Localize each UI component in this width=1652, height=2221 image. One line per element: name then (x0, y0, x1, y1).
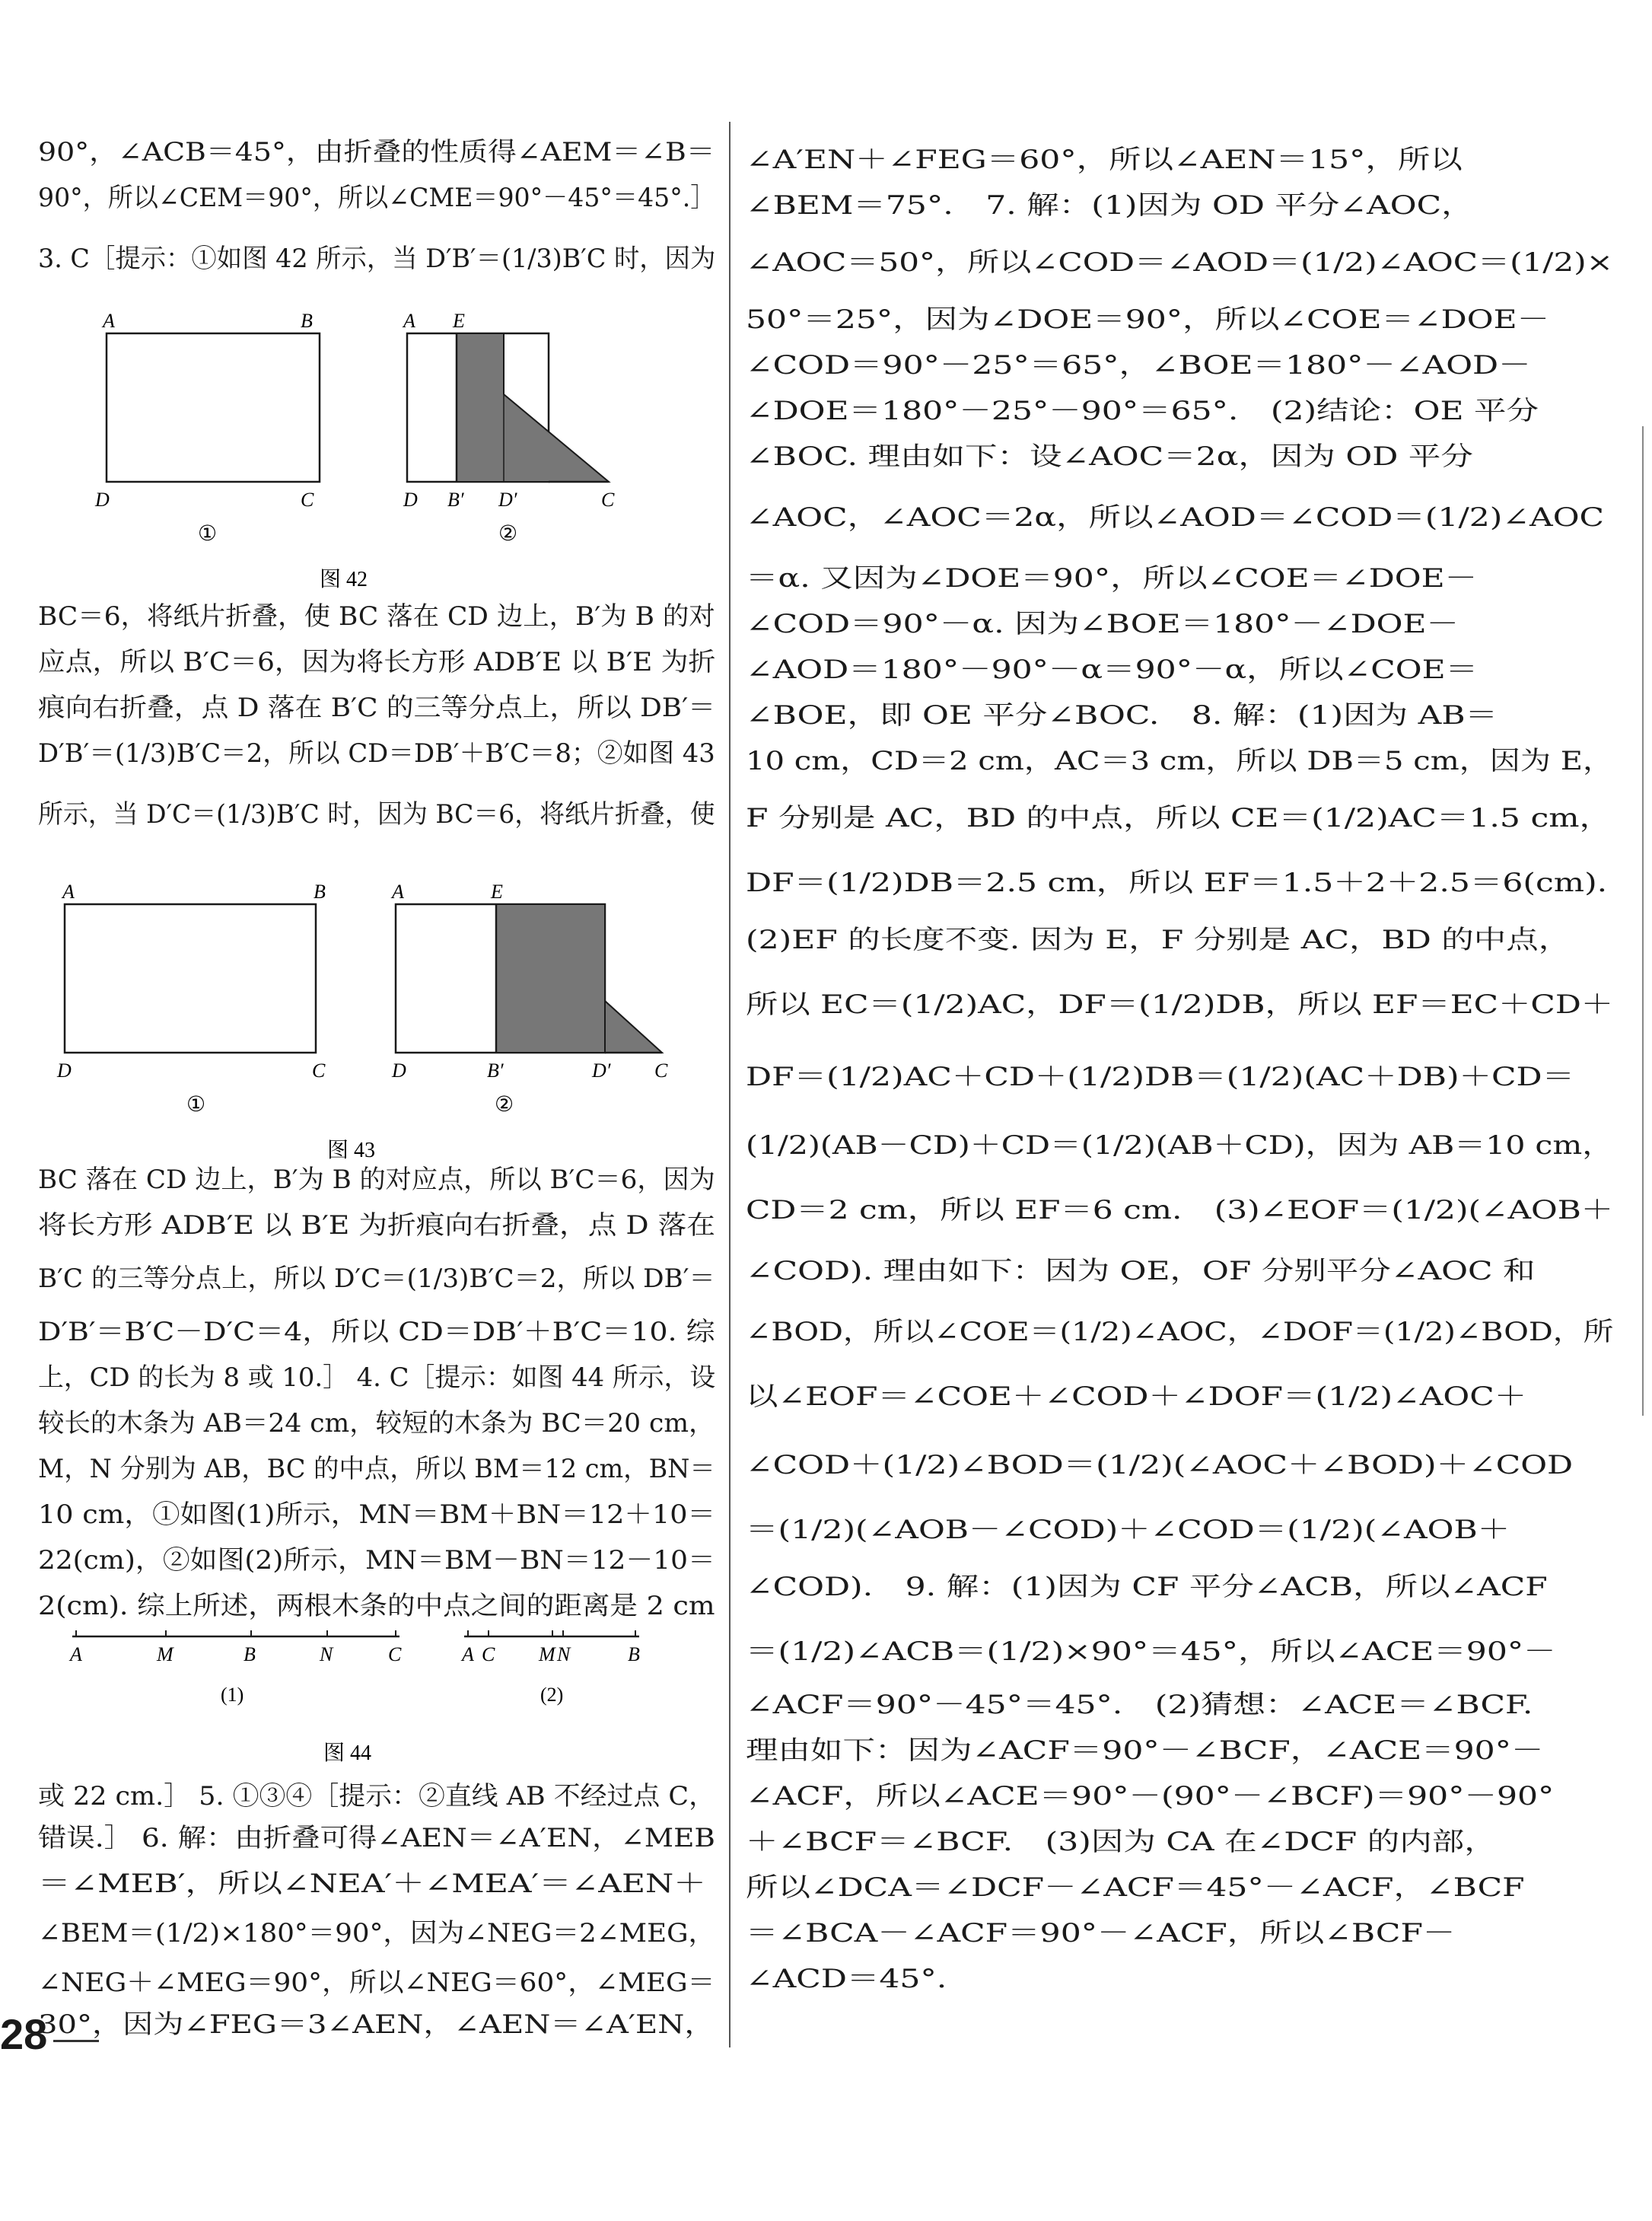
fig42-rectangle-1 (107, 333, 320, 482)
fig44-subfigure-2-label: (2) (540, 1684, 564, 1706)
text-line: ∠DOE＝180°－25°－90°＝65°. (2)结论：OE 平分 (746, 396, 1539, 426)
text-line: ∠BOD，所以∠COE＝(1/2)∠AOC，∠DOF＝(1/2)∠BOD，所 (746, 1317, 1614, 1347)
fig43-caption: 图 43 (327, 1139, 376, 1162)
page-fold-line (1642, 426, 1644, 1416)
fig43-2-label-A: A (392, 881, 404, 903)
text-line: ∠BOE，即 OE 平分∠BOC. 8. 解：(1)因为 AB＝ (746, 700, 1498, 731)
text-line: ∠COD＝90°－25°＝65°，∠BOE＝180°－∠AOD－ (746, 350, 1531, 381)
fig42-subfigure-1-label: ① (198, 522, 218, 546)
fig44-1-label-C: C (388, 1643, 402, 1665)
text-line: DF＝(1/2)DB＝2.5 cm，所以 EF＝1.5＋2＋2.5＝6(cm). (746, 868, 1608, 898)
figure-44 (61, 1621, 685, 1766)
fig43-label-D: D (57, 1060, 72, 1082)
text-line: ＝∠MEB′，所以∠NEA′＋∠MEA′＝∠AEN＋ (38, 1869, 706, 1899)
fig42-2-label-C: C (601, 489, 615, 511)
fig43-subfigure-2-label: ② (495, 1093, 514, 1117)
text-line: ∠ACD＝45°. (746, 1964, 947, 1994)
text-line: ∠BEM＝75°. 7. 解：(1)因为 OD 平分∠AOC， (746, 190, 1474, 221)
text-line: BC＝6，将纸片折叠，使 BC 落在 CD 边上，B′为 B 的对 (38, 601, 715, 632)
text-line: 50°＝25°，因为∠DOE＝90°，所以∠COE＝∠DOE－ (746, 304, 1550, 335)
text-line: 90°，所以∠CEM＝90°，所以∠CME＝90°－45°＝45°.］ (38, 183, 716, 213)
fig44-1-label-A: A (70, 1643, 82, 1665)
fig44-1-label-N: N (320, 1643, 333, 1665)
text-line: 痕向右折叠，点 D 落在 B′C 的三等分点上，所以 DB′＝ (38, 693, 715, 723)
fig42-2-label-D-prime: D′ (498, 489, 517, 511)
text-line: ＝(1/2)∠ACB＝(1/2)×90°＝45°，所以∠ACE＝90°－ (746, 1636, 1556, 1667)
fig43-2-label-E: E (491, 881, 503, 903)
fig43-2-label-C: C (654, 1060, 668, 1082)
text-line: ∠BOC. 理由如下：设∠AOC＝2α，因为 OD 平分 (746, 441, 1473, 472)
text-line: ＋∠BCF＝∠BCF. (3)因为 CA 在∠DCF 的内部， (746, 1827, 1497, 1857)
fig43-label-B: B (314, 881, 326, 903)
text-line: 应点，所以 B′C＝6，因为将长方形 ADB′E 以 B′E 为折 (38, 647, 716, 677)
text-line: ＝α. 又因为∠DOE＝90°，所以∠COE＝∠DOE－ (746, 563, 1478, 594)
text-line: ∠COD＝90°－α. 因为∠BOE＝180°－∠DOE－ (746, 609, 1459, 639)
text-line: 所以 EC＝(1/2)AC，DF＝(1/2)DB，所以 EF＝EC＋CD＋ (746, 989, 1614, 1020)
fig44-2-label-M: M (539, 1643, 555, 1665)
text-line: ＝∠BCA－∠ACF＝90°－∠ACF，所以∠BCF－ (746, 1918, 1456, 1949)
fig44-1-label-M: M (157, 1643, 173, 1665)
text-line: ∠COD). 理由如下：因为 OE，OF 分别平分∠AOC 和 (746, 1256, 1536, 1286)
text-line: ＝(1/2)(∠AOB－∠COD)＋∠COD＝(1/2)(∠AOB＋ (746, 1515, 1510, 1545)
text-line: M，N 分别为 AB，BC 的中点，所以 BM＝12 cm，BN＝ (38, 1454, 715, 1484)
fig44-2-label-N: N (557, 1643, 571, 1665)
text-line: ∠AOC，∠AOC＝2α，所以∠AOD＝∠COD＝(1/2)∠AOC (746, 502, 1605, 533)
fig43-label-C: C (312, 1060, 326, 1082)
text-line: 30°，因为∠FEG＝3∠AEN，∠AEN＝∠A′EN， (38, 2009, 715, 2040)
fig44-subfigure-1-label: (1) (221, 1684, 244, 1706)
text-line: D′B′＝(1/3)B′C＝2，所以 CD＝DB′＋B′C＝8；②如图 43 (38, 738, 715, 769)
page-number: 28 (0, 2010, 48, 2058)
text-line: ∠AOD＝180°－90°－α＝90°－α，所以∠COE＝ (746, 655, 1479, 685)
text-line: ∠ACF，所以∠ACE＝90°－(90°－∠BCF)＝90°－90° (746, 1781, 1555, 1812)
text-line: 3. C［提示：①如图 42 所示，当 D′B′＝(1/3)B′C 时，因为 (38, 244, 716, 274)
column-divider (729, 122, 731, 2047)
text-line: 将长方形 ADB′E 以 B′E 为折痕向右折叠，点 D 落在 (38, 1210, 715, 1241)
fig42-label-C: C (301, 489, 314, 511)
fig43-2-label-D: D (392, 1060, 406, 1082)
fig44-caption: 图 44 (323, 1741, 372, 1765)
text-line: (2)EF 的长度不变. 因为 E，F 分别是 AC，BD 的中点， (746, 925, 1571, 955)
fig42-2-label-D: D (403, 489, 418, 511)
fig43-label-A: A (62, 881, 75, 903)
text-line: DF＝(1/2)AC＋CD＋(1/2)DB＝(1/2)(AC＋DB)＋CD＝ (746, 1062, 1575, 1092)
text-line: 或 22 cm.］ 5. ①③④［提示：②直线 AB 不经过点 C， (38, 1781, 715, 1812)
fig42-2-label-E: E (453, 310, 465, 332)
fig44-2-label-A: A (462, 1643, 474, 1665)
text-line: 理由如下：因为∠ACF＝90°－∠BCF，∠ACE＝90°－ (746, 1735, 1544, 1766)
fig42-label-B: B (301, 310, 313, 332)
fig42-caption: 图 42 (320, 568, 368, 591)
text-line: CD＝2 cm，所以 EF＝6 cm. (3)∠EOF＝(1/2)(∠AOB＋ (746, 1195, 1614, 1225)
text-line: 所以∠DCA＝∠DCF－∠ACF＝45°－∠ACF，∠BCF (746, 1872, 1525, 1903)
fig42-label-A: A (103, 310, 115, 332)
page-number-rule (53, 2040, 99, 2042)
text-line: ∠AOC＝50°，所以∠COD＝∠AOD＝(1/2)∠AOC＝(1/2)× (746, 247, 1613, 278)
text-line: 22(cm)，②如图(2)所示，MN＝BM－BN＝12－10＝ (38, 1545, 715, 1576)
fig42-label-D: D (95, 489, 110, 511)
text-line: 所示，当 D′C＝(1/3)B′C 时，因为 BC＝6，将纸片折叠，使 (38, 799, 715, 830)
text-line: B′C 的三等分点上，所以 D′C＝(1/3)B′C＝2，所以 DB′＝ (38, 1263, 715, 1294)
fig44-1-label-B: B (244, 1643, 256, 1665)
text-line: 2(cm). 综上所述，两根木条的中点之间的距离是 2 cm (38, 1591, 715, 1621)
fig42-2-label-B-prime: B′ (447, 489, 464, 511)
text-line: 10 cm，①如图(1)所示，MN＝BM＋BN＝12＋10＝ (38, 1499, 716, 1530)
text-line: ∠NEG＋∠MEG＝90°，所以∠NEG＝60°，∠MEG＝ (38, 1968, 715, 1998)
text-line: ∠ACF＝90°－45°＝45°. (2)猜想：∠ACE＝∠BCF. (746, 1690, 1533, 1720)
fig43-rectangle-1 (65, 904, 316, 1053)
text-line: 较长的木条为 AB＝24 cm，较短的木条为 BC＝20 cm， (38, 1408, 715, 1439)
text-line: ∠COD). 9. 解：(1)因为 CF 平分∠ACB，所以∠ACF (746, 1572, 1548, 1602)
fig43-2-label-D-prime: D′ (592, 1060, 611, 1082)
text-line: 错误.］ 6. 解：由折叠可得∠AEN＝∠A′EN，∠MEB (38, 1823, 715, 1853)
text-line: 上，CD 的长为 8 或 10.］ 4. C［提示：如图 44 所示，设 (38, 1362, 716, 1393)
text-line: 以∠EOF＝∠COE＋∠COD＋∠DOF＝(1/2)∠AOC＋ (746, 1381, 1527, 1412)
fig43-subfigure-1-label: ① (186, 1093, 206, 1117)
text-line: (1/2)(AB－CD)＋CD＝(1/2)(AB＋CD)，因为 AB＝10 cm， (746, 1130, 1614, 1161)
fig43-folded-triangle (496, 904, 662, 1053)
fig42-folded-triangle (457, 333, 609, 482)
fig43-2-label-B-prime: B′ (487, 1060, 504, 1082)
figure-42 (91, 304, 654, 594)
text-line: D′B′＝B′C－D′C＝4，所以 CD＝DB′＋B′C＝10. 综 (38, 1317, 715, 1347)
text-line: 90°，∠ACB＝45°，由折叠的性质得∠AEM＝∠B＝ (38, 137, 715, 167)
text-line: BC 落在 CD 边上，B′为 B 的对应点，所以 B′C＝6，因为 (38, 1165, 715, 1195)
figure-43 (46, 868, 685, 1172)
fig42-2-label-A: A (403, 310, 415, 332)
fig42-subfigure-2-label: ② (498, 522, 518, 546)
text-line: F 分别是 AC，BD 的中点，所以 CE＝(1/2)AC＝1.5 cm， (746, 803, 1612, 833)
text-line: ∠COD＋(1/2)∠BOD＝(1/2)(∠AOC＋∠BOD)＋∠COD (746, 1450, 1574, 1480)
fig44-2-label-B: B (628, 1643, 640, 1665)
fig44-2-label-C: C (482, 1643, 495, 1665)
text-line: 10 cm，CD＝2 cm，AC＝3 cm，所以 DB＝5 cm，因为 E， (746, 746, 1614, 776)
text-line: ∠A′EN＋∠FEG＝60°，所以∠AEN＝15°，所以 (746, 145, 1463, 175)
text-line: ∠BEM＝(1/2)×180°＝90°，因为∠NEG＝2∠MEG， (38, 1918, 716, 1949)
